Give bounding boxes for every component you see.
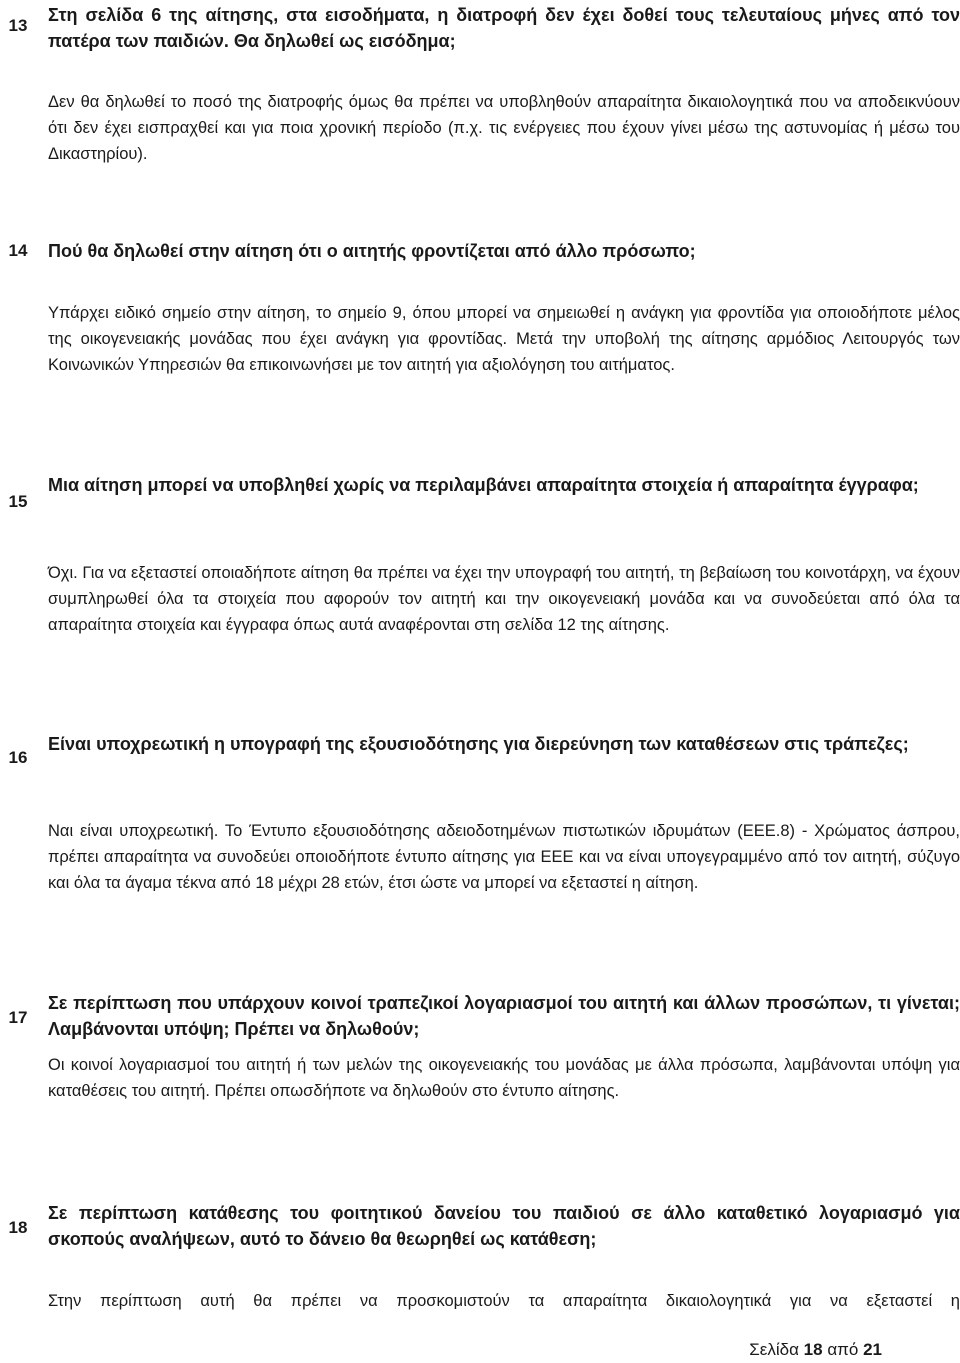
question-text: Σε περίπτωση που υπάρχουν κοινοί τραπεζικοί λογαριασμοί του αιτητή και άλλων προσώπων, τι γίνεται; Λαμβάνονται υπόψη; Πρέπει να δηλωθούν; bbox=[48, 993, 960, 1039]
current-page-number: 18 bbox=[803, 1340, 823, 1359]
question-number: 16 bbox=[8, 748, 28, 767]
question-text: Σε περίπτωση κατάθεσης του φοιτητικού δανείου του παιδιού σε άλλο καταθετικό λογαριασμό για σκοπούς αναλήψεων, αυτό το δάνειο θα θεωρηθεί ως κατάθεση; bbox=[48, 1203, 960, 1249]
page-word: Σελίδα bbox=[749, 1340, 799, 1359]
question-number: 13 bbox=[8, 16, 28, 35]
question-number: 14 bbox=[8, 241, 28, 260]
answer-text: Οι κοινοί λογαριασμοί του αιτητή ή των μελών της οικογενειακής του μονάδας με άλλα πρόσωπα, λαμβάνονται υπόψη για καταθέσεις του αιτητή. Πρέπει οπωσδήποτε να δηλωθούν στο έντυπο αίτησης. bbox=[48, 1056, 960, 1100]
answer-text: Δεν θα δηλωθεί το ποσό της διατροφής όμως θα πρέπει να υποβληθούν απαραίτητα δικαιολογητικά που να αποδεικνύουν ότι δεν έχει εισπραχθεί και για ποια χρονική περίοδο (π.χ. τις ενέργειες που έχουν γίνει μέσω της αστυνομίας ή μέσω του Δικαστηρίου). bbox=[48, 93, 960, 163]
question-number: 18 bbox=[8, 1218, 28, 1237]
question-text: Είναι υποχρεωτική η υπογραφή της εξουσιοδότησης για διερεύνηση των καταθέσεων στις τράπεζες; bbox=[48, 734, 909, 754]
question-text: Πού θα δηλωθεί στην αίτηση ότι ο αιτητής φροντίζεται από άλλο πρόσωπο; bbox=[48, 241, 696, 261]
answer-text: Στην περίπτωση αυτή θα πρέπει να προσκομιστούν τα απαραίτητα δικαιολογητικά για να εξεταστεί η bbox=[48, 1292, 960, 1310]
total-pages-number: 21 bbox=[863, 1340, 882, 1359]
answer-text: Όχι. Για να εξεταστεί οποιαδήποτε αίτηση θα πρέπει να έχει την υπογραφή του αιτητή, τη βεβαίωση του κοινοτάρχη, να έχουν συμπληρωθεί όλα τα στοιχεία που αφορούν τον αιτητή και την οικογενειακή μονάδα και να συνοδεύεται από όλα τα απαραίτητα στοιχεία και έγγραφα όπως αυτά αναφέρονται στη σελίδα 12 της αίτησης. bbox=[48, 564, 960, 634]
question-text: Μια αίτηση μπορεί να υποβληθεί χωρίς να περιλαμβάνει απαραίτητα στοιχεία ή απαραίτητα έγγραφα; bbox=[48, 475, 919, 495]
page-footer bbox=[749, 1340, 882, 1360]
of-word: από bbox=[827, 1340, 859, 1359]
question-number: 15 bbox=[8, 492, 28, 511]
answer-text: Ναι είναι υποχρεωτική. Το Έντυπο εξουσιοδότησης αδειοδοτημένων πιστωτικών ιδρυμάτων (ΕΕΕ.8) - Χρώματος άσπρου, πρέπει απαραίτητα να συνοδεύει οποιοδήποτε έντυπο αίτησης για ΕΕΕ και να είναι υπογεγραμμένο από τον αιτητή, σύζυγο και όλα τα άγαμα τέκνα από 18 μέχρι 28 ετών, έτσι ώστε να μπορεί να εξεταστεί η αίτηση. bbox=[48, 822, 960, 892]
answer-text: Υπάρχει ειδικό σημείο στην αίτηση, το σημείο 9, όπου μπορεί να σημειωθεί η ανάγκη για φροντίδα για οποιοδήποτε μέλος της οικογενειακής μονάδας που έχει ανάγκη για φροντίδας. Μετά την υποβολή της αίτησης αρμόδιος Λειτουργός των Κοινωνικών Υπηρεσιών θα επικοινωνήσει με τον αιτητή για αξιολόγηση του αιτήματος. bbox=[48, 304, 960, 374]
question-number: 17 bbox=[8, 1008, 28, 1027]
question-text: Στη σελίδα 6 της αίτησης, στα εισοδήματα, η διατροφή δεν έχει δοθεί τους τελευταίους μήνες από τον πατέρα των παιδιών. Θα δηλωθεί ως εισόδημα; bbox=[48, 5, 960, 51]
